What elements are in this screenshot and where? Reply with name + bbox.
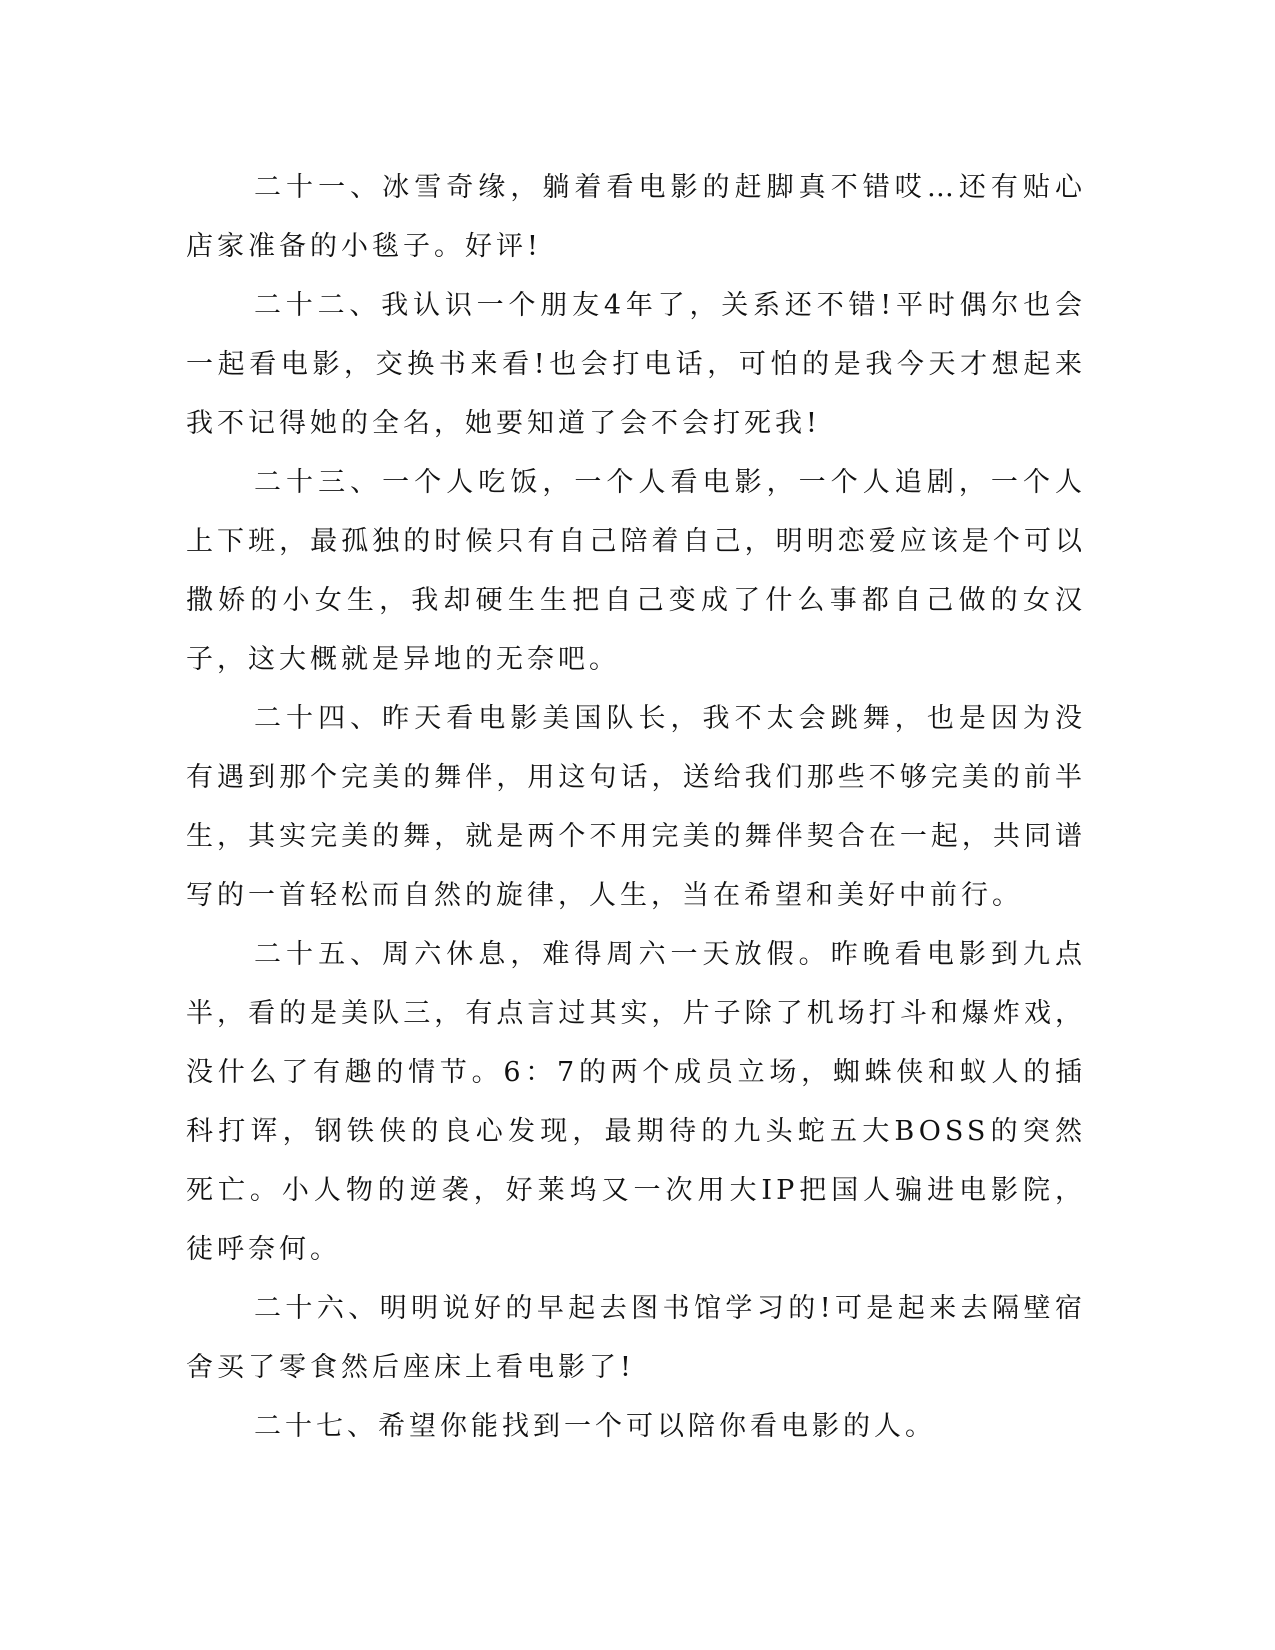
paragraph-24: 二十四、昨天看电影美国队长，我不太会跳舞，也是因为没有遇到那个完美的舞伴，用这句话，送给我们那些不够完美的前半生，其实完美的舞，就是两个不用完美的舞伴契合在一起，共同谱写的一首轻松而自然的旋律，人生，当在希望和美好中前行。 <box>186 703 1086 911</box>
paragraph-23: 二十三、一个人吃饭，一个人看电影，一个人追剧，一个人上下班，最孤独的时候只有自己陪着自己，明明恋爱应该是个可以撒娇的小女生，我却硬生生把自己变成了什么事都自己做的女汉子，这大概就是异地的无奈吧。 <box>186 467 1086 675</box>
paragraph-22: 二十二、我认识一个朋友4年了，关系还不错!平时偶尔也会一起看电影，交换书来看!也会打电话，可怕的是我今天才想起来我不记得她的全名，她要知道了会不会打死我! <box>186 290 1086 439</box>
document-body <box>186 158 1086 1456</box>
paragraph-26: 二十六、明明说好的早起去图书馆学习的!可是起来去隔壁宿舍买了零食然后座床上看电影了! <box>186 1293 1086 1383</box>
paragraph-27: 二十七、希望你能找到一个可以陪你看电影的人。 <box>254 1411 936 1442</box>
paragraph-21: 二十一、冰雪奇缘，躺着看电影的赶脚真不错哎…还有贴心店家准备的小毯子。好评! <box>186 172 1086 262</box>
paragraph-25: 二十五、周六休息，难得周六一天放假。昨晚看电影到九点半，看的是美队三，有点言过其实，片子除了机场打斗和爆炸戏，没什么了有趣的情节。6：7的两个成员立场，蜘蛛侠和蚁人的插科打诨，钢铁侠的良心发现，最期待的九头蛇五大BOSS的突然死亡。小人物的逆袭，好莱坞又一次用大IP把国人骗进电影院，徒呼奈何。 <box>186 939 1086 1265</box>
